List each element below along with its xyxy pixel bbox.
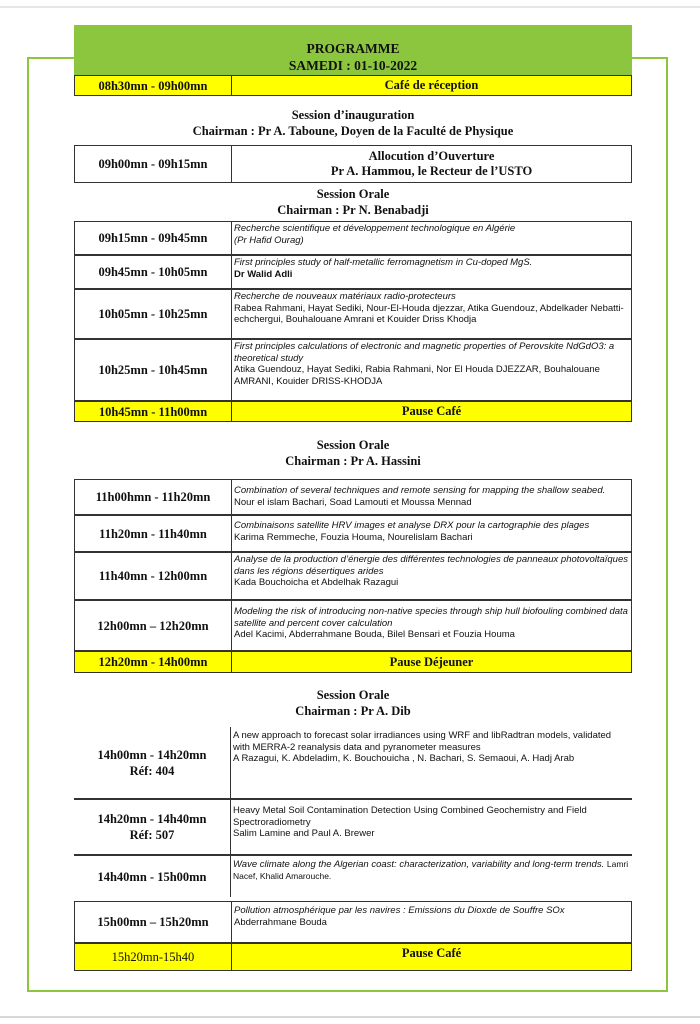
talk-cell — [231, 800, 632, 854]
bottom-divider — [0, 1016, 700, 1018]
talk-title: Recherche de nouveaux matériaux radio-protecteurs — [234, 291, 456, 302]
break-label: Pause Café — [401, 404, 462, 418]
talk-title — [233, 859, 630, 882]
programme-header — [74, 25, 632, 75]
session-title: Session d’inauguration — [291, 108, 415, 122]
talk-cell — [232, 553, 631, 599]
programme-date: SAMEDI : 01-10-2022 — [288, 58, 418, 73]
talk-cell — [232, 256, 631, 288]
talk-row — [74, 600, 632, 651]
talk-title: First principles study of half-metallic ferromagnetism in Cu-doped MgS. — [234, 257, 533, 268]
time-cell — [74, 800, 231, 854]
opening-cell — [232, 146, 631, 182]
talk-title: Analyse de la production d’énergie des différentes technologies de panneaux photovoltaïques dans les régions désertiques arides — [234, 554, 629, 577]
top-divider — [0, 6, 700, 8]
session-inauguration — [74, 107, 632, 139]
schedule-row-reception — [74, 75, 632, 96]
talk-authors: Kada Bouchoicha et Abdelhak Razagui — [234, 577, 399, 589]
programme-document — [74, 25, 632, 964]
talk-cell — [232, 480, 631, 514]
time-cell: 08h30mn - 09h00mn — [75, 76, 232, 95]
talk-row — [74, 799, 632, 855]
session-title: Session Orale — [316, 438, 390, 452]
talk-row — [74, 855, 632, 897]
time-cell: 12h00mn – 12h20mn — [75, 601, 232, 650]
talk-cell — [232, 902, 631, 942]
talk-title: Combination of several techniques and remote sensing for mapping the shallow seabed. — [234, 485, 606, 496]
break-label: Pause Déjeuner — [389, 654, 474, 669]
opening-title: Allocution d’Ouverture — [368, 149, 495, 163]
talk-cell — [232, 601, 631, 650]
session-chairman: Chairman : Pr A. Hassini — [285, 454, 421, 468]
time-cell: 12h20mn - 14h00mn — [75, 652, 232, 672]
talk-authors: Adel Kacimi, Abderrahmane Bouda, Bilel Bensari et Fouzia Houma — [234, 629, 515, 641]
talk-authors: A Razagui, K. Abdeladim, K. Bouchouicha , N. Bachari, S. Semaoui, A. Hadj Arab — [233, 753, 575, 765]
schedule-row-opening — [74, 145, 632, 183]
talk-cell — [232, 516, 631, 551]
schedule-row-pause-dejeuner — [74, 651, 632, 673]
time-value: 14h20mn - 14h40mn — [97, 812, 207, 826]
opening-speaker: Pr A. Hammou, le Recteur de l’USTO — [330, 164, 533, 178]
talk-row — [74, 515, 632, 552]
talk-row — [74, 255, 632, 289]
time-cell: 10h25mn - 10h45mn — [75, 340, 232, 400]
talk-title: Combinaisons satellite HRV images et analyse DRX pour la cartographie des plages — [234, 520, 590, 531]
talk-cell — [232, 222, 631, 254]
talk-authors: Salim Lamine and Paul A. Brewer — [233, 828, 375, 840]
time-cell: 15h00mn – 15h20mn — [75, 902, 232, 942]
talk-cell — [231, 727, 632, 798]
session-chairman: Chairman : Pr N. Benabadji — [277, 203, 429, 217]
talk-authors: Rabea Rahmani, Hayat Sediki, Nour-El-Houda djezzar, Atika Guendouz, Abdelkader Nebatti-echchergui, Bouhalouane Amrani et Kouider Driss Khodja — [234, 302, 624, 326]
session-chairman: Chairman : Pr A. Dib — [295, 704, 411, 718]
session-orale-2 — [74, 437, 632, 469]
time-cell — [74, 727, 231, 798]
talk-row — [74, 289, 632, 339]
talk-row — [74, 479, 632, 515]
talk-title: Pollution atmosphérique par les navires : Emissions du Dioxde de Souffre SOx — [234, 905, 565, 916]
talk-authors: Dr Walid Adli — [234, 268, 293, 280]
break-label: Café de réception — [384, 78, 479, 92]
reference-number: Réf: 404 — [129, 763, 175, 778]
talk-title: A new approach to forecast solar irradiances using WRF and libRadtran models, validated with MERRA-2 reanalysis data and pyranometer measures — [233, 730, 612, 753]
talk-title: Heavy Metal Soil Contamination Detection Using Combined Geochemistry and Field Spectroradiometry — [233, 805, 587, 828]
time-cell: 11h00hmn - 11h20mn — [75, 480, 232, 514]
time-cell: 14h40mn - 15h00mn — [74, 856, 231, 897]
talk-authors: Abderrahmane Bouda — [234, 916, 327, 928]
talk-row — [74, 221, 632, 255]
session-chairman: Chairman : Pr A. Taboune, Doyen de la Faculté de Physique — [192, 124, 514, 138]
time-cell: 11h20mn - 11h40mn — [75, 516, 232, 551]
time-value: 14h00mn - 14h20mn — [97, 747, 207, 762]
talk-authors: (Pr Hafid Ourag) — [234, 234, 304, 246]
time-cell: 10h05mn - 10h25mn — [75, 290, 232, 338]
talk-row — [74, 552, 632, 600]
talk-authors: Karima Remmeche, Fouzia Houma, Nourelislam Bachari — [234, 531, 473, 543]
time-cell: 15h20mn-15h40 — [75, 944, 232, 970]
programme-title: PROGRAMME — [306, 41, 400, 56]
talk-title: First principles calculations of electronic and magnetic properties of Perovskite NdGdO3: a theoretical study — [234, 341, 615, 364]
talk-authors: Nour el islam Bachari, Soad Lamouti et Moussa Mennad — [234, 496, 472, 508]
talk-title-text: Wave climate along the Algerian coast: characterization, variability and long-term trends. — [233, 859, 605, 870]
schedule-row-pause-cafe-2 — [74, 943, 632, 971]
talk-cell — [232, 290, 631, 338]
talk-authors: Lamri Nacef, Khalid Amarouche. — [233, 859, 629, 881]
break-label: Pause Café — [401, 946, 462, 960]
session-orale-3 — [74, 687, 632, 719]
time-cell: 09h45mn - 10h05mn — [75, 256, 232, 288]
time-cell: 10h45mn - 11h00mn — [75, 402, 232, 421]
session-orale-1 — [74, 186, 632, 218]
talk-cell — [232, 340, 631, 400]
talk-row — [74, 339, 632, 401]
time-cell: 11h40mn - 12h00mn — [75, 553, 232, 599]
talk-row — [74, 727, 632, 799]
talk-cell — [231, 856, 632, 897]
talk-authors: Atika Guendouz, Hayat Sediki, Rabia Rahmani, Nor El Houda DJEZZAR, Bouhalouane AMRANI, Kouider DRISS-KHODJA — [234, 364, 600, 387]
time-cell: 09h00mn - 09h15mn — [75, 146, 232, 182]
talk-title: Recherche scientifique et développement technologique en Algérie — [234, 223, 516, 234]
session-title: Session Orale — [316, 187, 390, 201]
reference-number: Réf: 507 — [129, 828, 175, 842]
time-cell: 09h15mn - 09h45mn — [75, 222, 232, 254]
talk-row — [74, 901, 632, 943]
session-title: Session Orale — [316, 688, 390, 702]
schedule-row-pause-cafe — [74, 401, 632, 422]
talk-title: Modeling the risk of introducing non-native species through ship hull biofouling combined data satellite and percent cover calculation — [234, 606, 628, 629]
